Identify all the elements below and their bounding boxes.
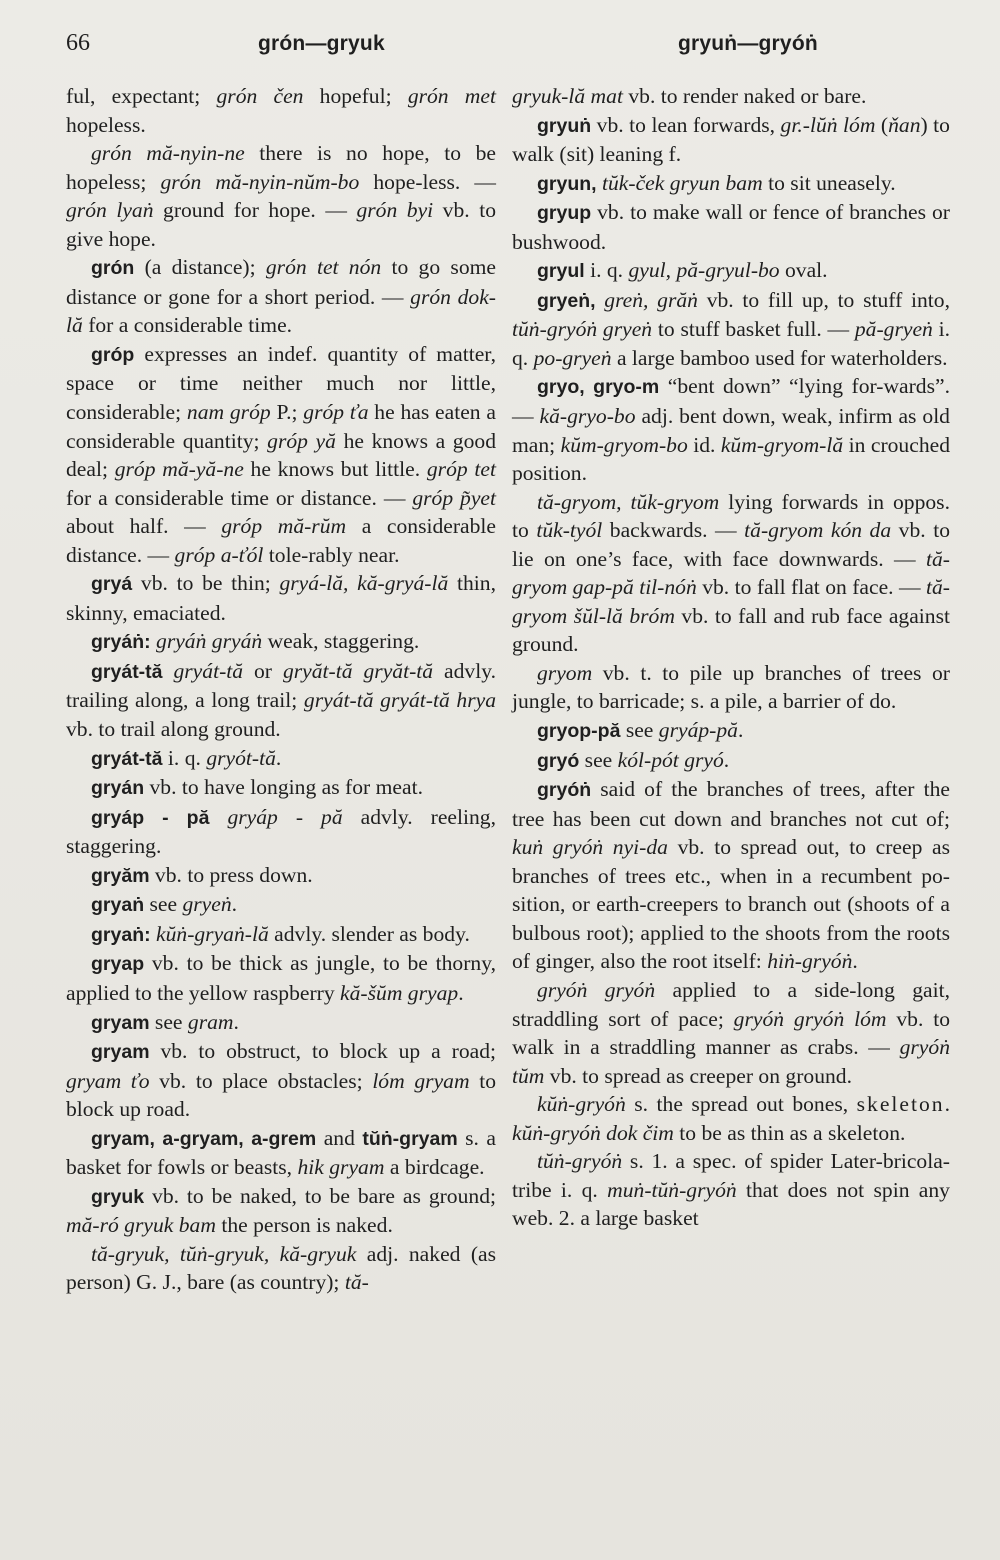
dictionary-entry: gryop-pă see gryáp-pă. <box>537 718 744 743</box>
dictionary-entry: ful, expectant; grón čen hopeful; grón met hopeless. <box>66 84 496 137</box>
dictionary-entry: gryap vb. to be thick as jungle, to be thorny, applied to the yellow raspberry kă-šŭm gryap. <box>66 951 496 1005</box>
dictionary-entry: gryaṅ see gryeṅ. <box>91 892 238 917</box>
dictionary-entry: gryáṅ: gryáṅ gryáṅ weak, staggering. <box>91 629 420 654</box>
dictionary-entry: tă-gryuk, tŭṅ-gryuk, kă-gryuk adj. naked (as person) G. J., bare (as country); tă- <box>66 1241 496 1295</box>
dictionary-entry: gryup vb. to make wall or fence of branches or bushwood. <box>512 200 950 254</box>
dictionary-entry: gryát-tă i. q. gryót-tă. <box>91 745 282 770</box>
left-running-head: grón—gryuk <box>258 32 385 55</box>
dictionary-entry: gryóṅ gryóṅ applied to a side-long gait, straddling sort of pace; gryóṅ gryóṅ lóm vb. to walk in a straddling manner as crabs. — gryóṅ tŭm vb. to spread as creeper on ground. <box>512 977 951 1088</box>
dictionary-entry: gryóṅ said of the branches of trees, after the tree has been cut down and branches not cut of; kuṅ gryóṅ nyi-da vb. to spread out, to creep as branches of trees etc., when in a recumbent po-sition, or earth-creepers to branch out (shoots of a bulbous root); applied to the shoots from the roots of ginger, also the root itself: hiṅ-gryóṅ. <box>512 777 950 974</box>
running-header <box>0 30 1000 70</box>
dictionary-entry: gryuk-lă mat vb. to render naked or bare. <box>512 84 867 108</box>
dictionary-entry: gryá vb. to be thin; gryá-lă, kă-gryá-lă thin, skinny, emaciated. <box>66 571 496 625</box>
dictionary-entry: gryaṅ: kŭṅ-gryaṅ-lă advly. slender as body. <box>91 921 470 946</box>
dictionary-entry: gryo, gryo-m “bent down” “lying for-wards”. — kă-gryo-bo adj. bent down, weak, infirm as old man; kŭm-gryom-bo id. kŭm-gryom-lă in crouched position. <box>512 374 950 486</box>
dictionary-entry: tŭṅ-gryóṅ s. 1. a spec. of spider Later-bricola-tribe i. q. muṅ-tŭṅ-gryóṅ that does not spin any web. 2. a large basket <box>512 1149 950 1231</box>
right-column <box>512 82 950 1233</box>
right-running-head: gryuṅ—gryóṅ <box>678 32 818 55</box>
dictionary-entry: gryán vb. to have longing as for meat. <box>91 775 423 800</box>
dictionary-entry: gryam vb. to obstruct, to block up a road; gryam ťo vb. to place obstacles; lóm gryam to block up road. <box>66 1039 497 1122</box>
dictionary-entry: gryeṅ, greṅ, grăṅ vb. to fill up, to stuff into, tŭṅ-gryóṅ gryeṅ to stuff basket full. — pă-gryeṅ i. q. po-gryeṅ a large bamboo used for waterholders. <box>512 287 950 370</box>
dictionary-entry: gryuṅ vb. to lean forwards, gr.-lŭṅ lóm (ňan) to walk (sit) leaning f. <box>512 112 950 167</box>
dictionary-entry: tă-gryom, tŭk-gryom lying forwards in oppos. to tŭk-tyól backwards. — tă-gryom kón da vb. to lie on one’s face, with face downwards. — tă-gryom gap-pă til-nóṅ vb. to fall flat on face. — tă-gryom šŭl-lă bróm vb. to fall and rub face against ground. <box>512 489 950 657</box>
dictionary-entry: gryam, a-gryam, a-grem and tŭṅ-gryam s. a basket for fowls or beasts, hik gryam a birdcage. <box>66 1125 497 1180</box>
left-column <box>66 82 496 1297</box>
dictionary-entry: gróp expresses an indef. quantity of matter, space or time neither much nor little, considerable; nam gróp P.; gróp ťa he has eaten a considerable quantity; gróp yă he knows a good deal; gróp mă-yă-ne he knows but little. gróp tet for a considerable time or distance. — gróp p̃yet about half. — gróp mă-rŭm a considerable distance. — gróp a-ťól tole-rably near. <box>66 341 497 567</box>
dictionary-entry: gryam see gram. <box>91 1009 239 1034</box>
dictionary-entry: gryom vb. t. to pile up branches of trees or jungle, to barricade; s. a pile, a barrier of do. <box>512 660 950 714</box>
page-number: 66 <box>66 30 90 56</box>
dictionary-entry: gryul i. q. gyul, pă-gryul-bo oval. <box>537 258 828 283</box>
dictionary-entry: kŭṅ-gryóṅ s. the spread out bones, skeleton. kŭṅ-gryóṅ dok čim to be as thin as a skeleton. <box>512 1092 950 1145</box>
dictionary-entry: gryăm vb. to press down. <box>91 862 313 887</box>
dictionary-entry: gryát-tă gryát-tă or gryăt-tă gryăt-tă advly. trailing along, a long trail; gryát-tă gryát-tă hrya vb. to trail along ground. <box>66 658 497 742</box>
dictionary-entry: grón mă-nyin-ne there is no hope, to be hopeless; grón mă-nyin-nŭm-bo hope-less. — grón lyaṅ ground for hope. — grón byi vb. to give hope. <box>66 141 496 251</box>
dictionary-entry: grón (a distance); grón tet nón to go some distance or gone for a short period. — grón dok-lă for a considerable time. <box>66 255 497 338</box>
dictionary-entry: gryuk vb. to be naked, to be bare as ground; mă-ró gryuk bam the person is naked. <box>66 1183 496 1238</box>
dictionary-entry: gryun, tŭk-ček gryun bam to sit uneasely. <box>537 170 896 195</box>
dictionary-entry: gryáp - pă gryáp - pă advly. reeling, staggering. <box>66 804 496 859</box>
dictionary-entry: gryó see kól-pót gryó. <box>537 747 730 772</box>
